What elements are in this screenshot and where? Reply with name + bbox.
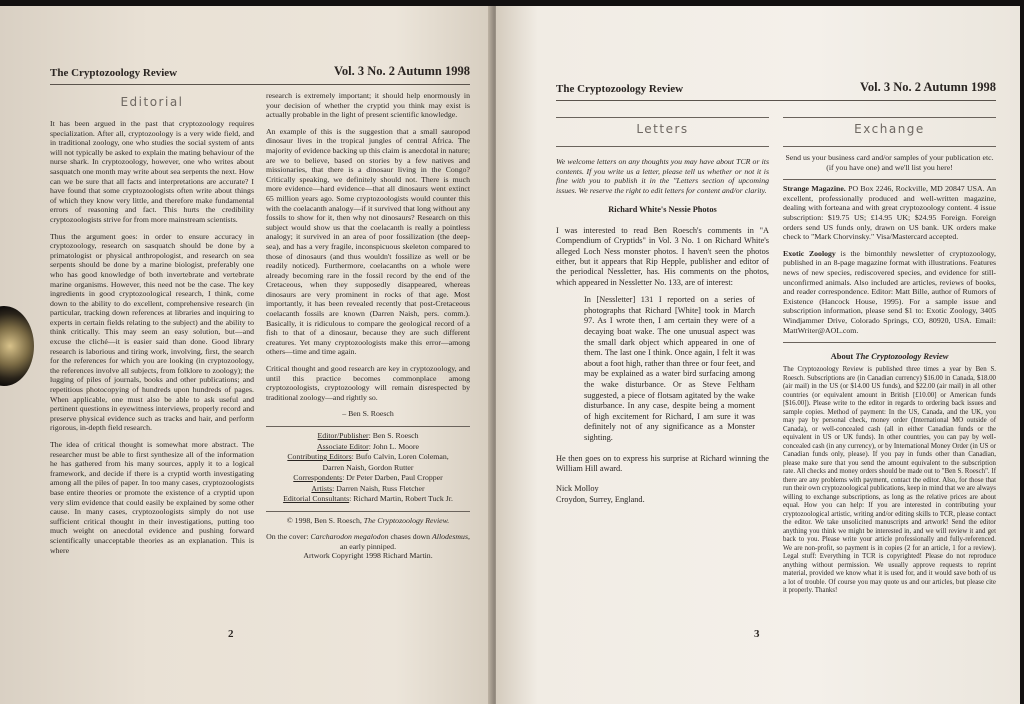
issue-label: Vol. 3 No. 2 Autumn 1998 bbox=[333, 64, 470, 78]
left-running-header bbox=[50, 64, 470, 85]
letters-intro: We welcome letters on any thoughts you may have about TCR or its contents. If you write us a letter, please tell us whether or not it is fine with you to publish it in the "Letters section of upcoming issues. We reserve the right to edit letters for content and/or clarity. bbox=[556, 157, 769, 195]
right-running-header bbox=[556, 80, 996, 101]
editorial-paragraph: The idea of critical thought is somewhat more abstract. The researcher must be able to first synthesize all of the information he has gathered from his many sources, apply it to a logical framework, and decide if there is a cryptid worth investigating among all the piles of paper. In too many cases, cryptozoologists base entire theories or promote the existence of a cryptid upon very slim evidence that could easily be explained by some other cause. In many cases, cryptozoologists simply do not use sufficient critical thought in their investigations, putting too much weight on anecdotal evidence and pushing forward scientifically unacceptable theories as an explanation. This is where bbox=[50, 440, 254, 555]
page-number: 2 bbox=[228, 628, 234, 640]
exchange-intro: Send us your business card and/or samples of your publication etc. (if you have one) and we'll list you here! bbox=[785, 153, 994, 172]
issue-label: Vol. 3 No. 2 Autumn 1998 bbox=[859, 80, 996, 94]
editorial-paragraph: It has been argued in the past that cryptozoology requires specialization. After all, cryptozoology is a very wide field, and in traditional zoology, one who studies the social system of ants will not typically be asked to explain the mating behaviour of the nurse shark. In cryptozoology, however, one who writes about sasquatch one month may write about sea serpents the next. How can we be sure that all facts and interpretations are accurate? I have found that some cryptozoologists often write about things of which they know very little, and therefore make fundamental errors of reasoning and fact. This hurts the credibility cryptozoologists strive for from more mainstream scientists. bbox=[50, 119, 254, 224]
letter-paragraph: He then goes on to express his surprise at Richard winning the William Hill award. bbox=[556, 453, 769, 473]
running-title: The Cryptozoology Review bbox=[556, 83, 684, 95]
running-title: The Cryptozoology Review bbox=[50, 67, 178, 79]
exchange-column bbox=[783, 107, 996, 603]
letter-author: Nick Molloy Croydon, Surrey, England. bbox=[556, 484, 645, 504]
left-page bbox=[0, 6, 494, 704]
letters-column bbox=[556, 107, 769, 603]
about-heading: About The Cryptozoology Review bbox=[830, 351, 949, 362]
editorial-column-1 bbox=[50, 91, 254, 568]
letter-title: Richard White's Nessie Photos bbox=[608, 205, 717, 215]
editorial-paragraph: Critical thought and good research are key in cryptozoology, and until this practice becomes commonplace among cryptozoologists, cryptozoology will remain disrespected by traditional zoology—and rightly so. bbox=[266, 364, 470, 402]
masthead-credits: Editor/Publisher: Ben S. Roesch Associate Editor: John L. Moore Contributing Editors: Bufo Calvin, Loren Coleman, Darren Naish, Gordon Rutter Correspondents: Dr Peter Darben, Paul Cropper Artists: Darren Naish, Russ Fletcher Editorial Consultants: Richard Martin, Robert Tuck Jr. bbox=[283, 431, 453, 503]
exchange-entry: Strange Magazine. PO Box 2246, Rockville, MD 20847 USA. An excellent, professionally produced and well-written magazine, dealing with forteana and with great cryptozoology content. 4 issue subscription: $19.75 US; £14.95 UK; $24.95 Foreign. Foreign orders send US funds only, drawn on US bank. UK orders make check to "Mark Chorvinsky." Visa/Mastercard accepted. bbox=[783, 184, 996, 242]
letter-quote: In [Nessletter] 131 I reported on a series of photographs that Richard [White] took in March 97. As I wrote then, I am certain they were of a decaying boat wake. The one unusual aspect was the small dark object which appeared in one of them. The last one I think. Once again, I felt it was about a foot high, rather than three or four feet, and may be explained as a water bird surfacing among the wake disturbance. Or as Steve Feltham suggested, a piece of flotsam agitated by the wake disturbance. In any case, despite being a moment of high excitement for Richard, I am sure it was definitely not of any significance as a Monster sighting. bbox=[584, 295, 755, 442]
exchange-heading: Exchange bbox=[854, 122, 925, 136]
exchange-entry: Exotic Zoology is the bimonthly newsletter of cryptozoology, published in an 8-page magazine format with illustrations. Features news of new species, rediscovered species, and evidence for still-unconfirmed animals. Also included are articles, reviews of books, and reader correspondence. Editor: Matt Bille, author of Rumors of Existence (Hancock House, 1995). For a sample issue and subscription information, please send $1 to: Exotic Zoology, 3405 Windjammer Drive, Colorado Springs, CO, 80920, USA. Email: MattWriter@AOL.com. bbox=[783, 248, 996, 335]
editorial-column-2 bbox=[266, 91, 470, 568]
page-number: 3 bbox=[754, 628, 760, 640]
copyright-line: © 1998, Ben S. Roesch, The Cryptozoology Review. bbox=[286, 515, 450, 525]
editorial-paragraph: An example of this is the suggestion that a small sauropod dinosaur lives in the tropical jungles of central Africa. The majority of evidence backing up this claim is anecdotal in nature; are we to believe, based on stories by a few natives and missionaries, that there is a dinosaur living in the Congo? Critically speaking, we definitely should not. There is much more evidence—hard evidence—that all dinosaurs went extinct 65 million years ago. Some cryptozoologists would counter this with the coelacanth analogy—if it survived that long without any fossils to show for it, then why not dinosaurs? Research on this subject would show us that the coelacanth is really a pointless analogy; it survived in an area of poor fossilization (the deep-sea), and has a very fragile, inconspicuous skeleton compared to those of dinosaurs (and thus wouldn't fossilize as well or be readily noticed). Furthermore, coelacanths on a whole were already becoming rare in the fossil record by the end of the Cretaceous, when they supposedly disappeared, whereas dinosaurs are very prominent in rocks of that age. Most importantly, it has been revealed recently that post-Cretaceous coelacanth fossils are known (Darren Naish, pers. comm.). Basically, it is ridiculous to compare the geological record of a fish to that of a dinosaur, because they are such different creatures. Yet many cryptozoologists make this error—among others—time and time again. bbox=[266, 126, 470, 357]
cover-caption: On the cover: Carcharodon megalodon chases down Allodesmus, an early pinniped. Artwork Copyright 1998 Richard Martin. bbox=[266, 532, 470, 561]
right-page bbox=[496, 6, 1020, 704]
editorial-paragraph: Thus the argument goes: in order to ensure accuracy in cryptozoology, research on sasquatch should be done by a primatologist or physical anthropologist, and research on sea serpents should be done by a marine biologist, preferably one who has good knowledge of both invertebrate and vertebrate marine organisms. However, this need not be the case. The key ingredients in good cryptozoological research, I think, come down to the ability to do excellent, comprehensive research (in particular, tracking down references at libraries and inquiring to experts in certain fields relating to the subject) and the ability to think critically. This may seem an easy solution, but—and excuse the cliché—it is easier said than done. Good library research is laborious and tiring work, involving, first, the search for the references for which you are looking (in cryptozoology, the references involve all subjects, from folklore to zoology); the lugging of piles of journals, books and other publications; and repetitious photocopying of hundreds upon hundreds of pages. When applicable, one must also be able to ask useful and pertinent questions in eyewitness interviews, properly record and preserve physical evidence such as tracks and hair, and perform rigorous, in-depth field research. bbox=[50, 231, 254, 433]
binder-hole bbox=[0, 306, 34, 386]
letters-heading: Letters bbox=[636, 122, 689, 136]
letter-paragraph: I was interested to read Ben Roesch's comments in "A Compendium of Cryptids" in Vol. 3 No. 1 on Richard White's alleged Loch Ness monster photos. I haven't seen the photos either, but it appears that Rip Hepple, publisher and editor of the periodical Nessletter, has. His comments on the photos, which appeared in Nessletter No. 133, are of interest: bbox=[556, 225, 769, 287]
editorial-signature: – Ben S. Roesch bbox=[342, 409, 394, 419]
about-text: The Cryptozoology Review is published three times a year by Ben S. Roesch. Subscriptions are (in Canadian currency) $16.00 in Canada, $18.00 (air mail) in the US (or $14.00 US funds), and $22.00 (air mail) in all other countries (or equivalent amount in British [£10.00] or American funds [$16.00]). Please write to the editor in regards to ordering back issues and sample copies. Method of payment: In the US, Canada, and the UK, you may pay by personal check, money order (International MO outside of Canada), or well-concealed cash (all in either Canadian funds or the equivalent in US or UK funds). In other countries, you can pay by well-concealed cash (in any currency), or by International Money Order (in US or Canadian funds only, please). If you pay in funds other than Canadian, please make sure that you send the amount equivalent to the subscription rate. All checks and money orders should be made out to "Ben S. Roesch". If there are any problems with payment, contact the editor. Also, for those that run their own cryptozoological publications, keep in mind that we are always willing to exchange subscriptions, as long as the relative prices are about equal. How you can help: If you are interested in contributing your cryptozoological artistic, writing and/or editing skills to TCR, please contact the editor. We take unsolicited manuscripts and artwork! Send the editor anything you think we might be interested in, and we will review it and get back to you. Please write your article professionally and fully-referenced. We are non-profit, so payment is in copies (2 for an article, 1 for a review). Legal stuff: Everything in TCR is copyrighted! Please do not reproduce anything without permission. We usually approve requests to reprint material, provided we know what it is used for, and it would save both of us a lot of trouble. Of course you may quote us and our articles, but please cite it properly. Thanks! bbox=[783, 366, 996, 595]
editorial-paragraph: research is extremely important; it should help enormously in your decision of whether the cryptid you think may exist is actually probable in the light of present scientific knowledge. bbox=[266, 91, 470, 120]
editorial-heading: Editorial bbox=[120, 95, 184, 109]
